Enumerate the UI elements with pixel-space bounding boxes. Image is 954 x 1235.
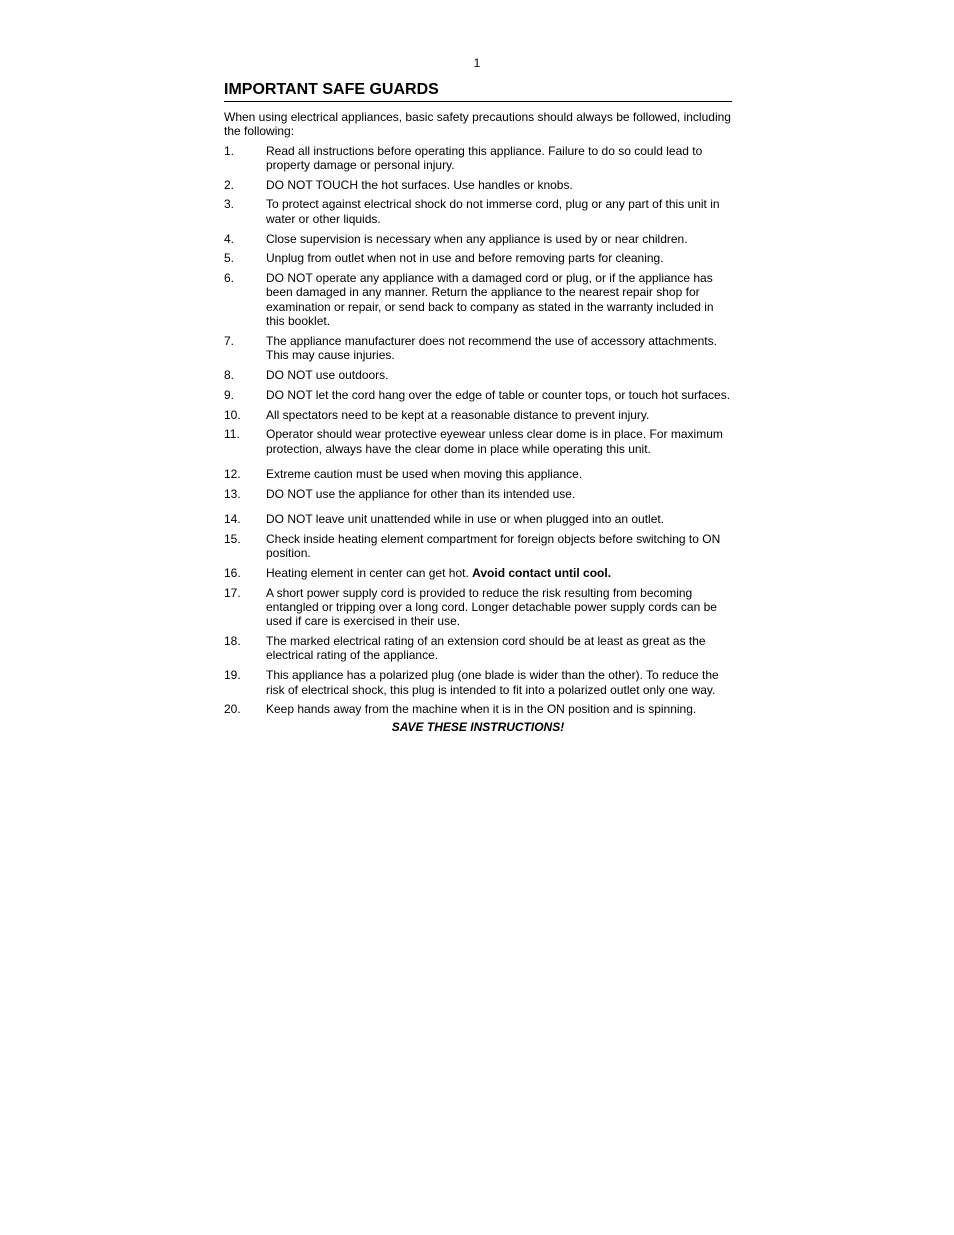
item-text: Unplug from outlet when not in use and before removing parts for cleaning. <box>266 251 664 266</box>
item-text: To protect against electrical shock do not immerse cord, plug or any part of this unit in water or other liquids. <box>266 197 720 226</box>
page-title: IMPORTANT SAFE GUARDS <box>224 80 732 102</box>
list-item <box>224 467 732 481</box>
list-item <box>224 408 732 422</box>
item-text: Extreme caution must be used when moving this appliance. <box>266 466 583 481</box>
item-number: 8. <box>224 367 235 382</box>
item-text: Heating element in center can get hot. <box>266 565 473 580</box>
item-number: 20. <box>224 702 241 717</box>
item-text-container <box>266 566 732 580</box>
item-text: All spectators need to be kept at a reasonable distance to prevent injury. <box>266 407 650 422</box>
list-item <box>224 702 732 716</box>
document-body <box>224 80 732 734</box>
item-number: 5. <box>224 251 235 266</box>
item-number: 14. <box>224 512 241 527</box>
safety-list <box>224 144 732 717</box>
item-number: 2. <box>224 177 235 192</box>
list-item <box>224 271 732 328</box>
item-number: 3. <box>224 197 235 212</box>
item-number: 17. <box>224 585 241 600</box>
item-text: Operator should wear protective eyewear unless clear dome is in place. For maximum protection, always have the clear dome in place while operating this unit. <box>266 427 723 456</box>
item-number: 12. <box>224 466 241 481</box>
list-item <box>224 566 732 580</box>
item-number: 16. <box>224 565 241 580</box>
item-number: 7. <box>224 333 235 348</box>
item-number: 9. <box>224 387 235 402</box>
page-number: 1 <box>473 56 481 70</box>
list-item <box>224 144 732 173</box>
item-number: 13. <box>224 486 241 501</box>
item-text: Keep hands away from the machine when it is in the ON position and is spinning. <box>266 702 697 717</box>
item-text: A short power supply cord is provided to reduce the risk resulting from becoming entangled or tripping over a long cord. Longer detachable power supply cords can be used if care is exercised in their use. <box>266 585 717 629</box>
list-item <box>224 586 732 629</box>
item-number: 6. <box>224 271 235 286</box>
list-item <box>224 388 732 402</box>
item-number: 15. <box>224 531 241 546</box>
item-number: 1. <box>224 143 235 158</box>
item-text: DO NOT operate any appliance with a damaged cord or plug, or if the appliance has been damaged in any manner. Return the appliance to the nearest repair shop for examination or repair, or send back to company as stated in the warranty included in this booklet. <box>266 271 714 329</box>
item-text: Read all instructions before operating this appliance. Failure to do so could lead to property damage or personal injury. <box>266 143 703 172</box>
list-item <box>224 197 732 226</box>
closing-statement: SAVE THESE INSTRUCTIONS! <box>391 720 565 735</box>
item-number: 19. <box>224 668 241 683</box>
item-text: DO NOT leave unit unattended while in use or when plugged into an outlet. <box>266 512 665 527</box>
item-number: 18. <box>224 634 241 649</box>
item-text: The appliance manufacturer does not recommend the use of accessory attachments. This may cause injuries. <box>266 333 717 363</box>
list-item <box>224 427 732 456</box>
item-number: 11. <box>224 427 240 442</box>
item-text: DO NOT TOUCH the hot surfaces. Use handles or knobs. <box>266 177 573 192</box>
item-bold-warning: Avoid contact until cool. <box>472 565 612 580</box>
list-item <box>224 668 732 697</box>
item-text: DO NOT use outdoors. <box>266 367 389 382</box>
list-item <box>224 512 732 526</box>
list-item <box>224 334 732 363</box>
list-item <box>224 532 732 561</box>
list-item <box>224 634 732 663</box>
item-text: The marked electrical rating of an extension cord should be at least as great as the electrical rating of the appliance. <box>266 634 706 663</box>
item-text: Check inside heating element compartment for foreign objects before switching to ON position. <box>266 531 721 561</box>
item-number: 10. <box>224 407 241 422</box>
item-number: 4. <box>224 231 235 246</box>
list-item <box>224 251 732 265</box>
item-text: DO NOT use the appliance for other than its intended use. <box>266 486 576 501</box>
list-item <box>224 368 732 382</box>
list-item <box>224 487 732 501</box>
list-item <box>224 178 732 192</box>
item-text: This appliance has a polarized plug (one blade is wider than the other). To reduce the risk of electrical shock, this plug is intended to fit into a polarized outlet only one way. <box>266 668 719 697</box>
list-item <box>224 232 732 246</box>
intro-paragraph: When using electrical appliances, basic safety precautions should always be followed, including the following: <box>224 110 731 139</box>
item-text: DO NOT let the cord hang over the edge of table or counter tops, or touch hot surfaces. <box>266 387 731 402</box>
item-text: Close supervision is necessary when any appliance is used by or near children. <box>266 231 688 246</box>
